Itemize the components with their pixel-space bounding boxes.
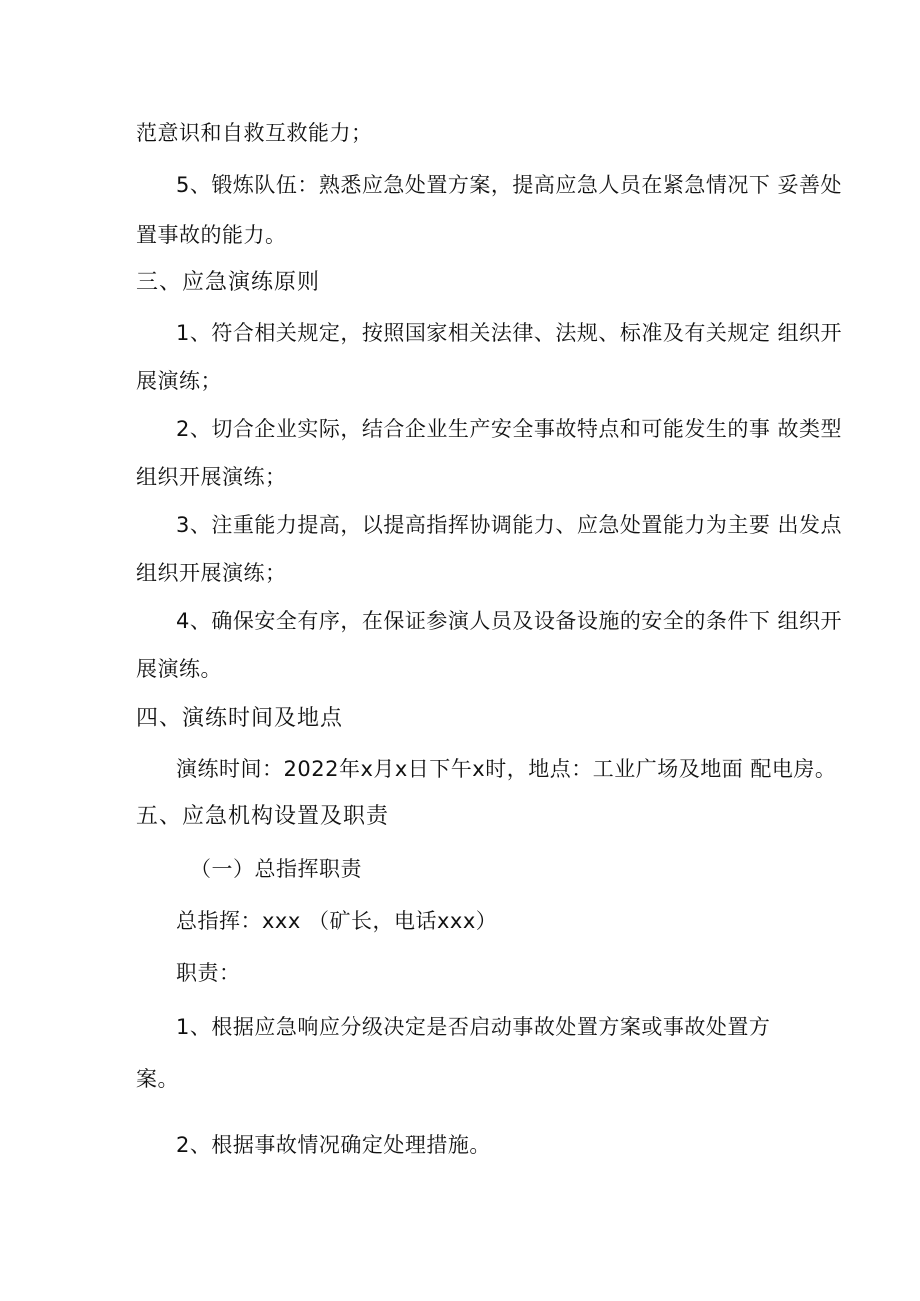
paragraph-line: 案。 <box>136 1067 179 1091</box>
paragraph-line: 1、符合相关规定，按照国家相关法律、法规、标准及有关规定 组织开 <box>176 321 843 345</box>
paragraph-line: 3、注重能力提高，以提高指挥协调能力、应急处置能力为主要 出发点 <box>176 513 843 537</box>
paragraph-line: 5、锻炼队伍：熟悉应急处置方案，提高应急人员在紧急情况下 妥善处 <box>176 173 843 197</box>
section-heading: 三、应急演练原则 <box>136 270 321 295</box>
paragraph-line: 2、切合企业实际，结合企业生产安全事故特点和可能发生的事 故类型 <box>176 417 843 441</box>
paragraph-line: 4、确保安全有序，在保证参演人员及设备设施的安全的条件下 组织开 <box>176 609 843 633</box>
paragraph-line: 职责： <box>176 961 241 985</box>
section-heading: 四、演练时间及地点 <box>136 706 344 731</box>
paragraph-line: 演练时间：2022年x月x日下午x时，地点：工业广场及地面 配电房。 <box>176 757 837 781</box>
paragraph-line: 展演练； <box>136 369 222 393</box>
subsection-heading: （一）总指挥职责 <box>190 857 362 881</box>
paragraph-line: 置事故的能力。 <box>136 223 287 247</box>
paragraph-line: 组织开展演练； <box>136 561 287 585</box>
section-heading: 五、应急机构设置及职责 <box>136 804 390 829</box>
paragraph-line: 范意识和自救互救能力； <box>136 121 373 145</box>
paragraph-line: 1、根据应急响应分级决定是否启动事故处置方案或事故处置方 <box>176 1015 771 1039</box>
paragraph-line: 组织开展演练； <box>136 465 287 489</box>
paragraph-line: 展演练。 <box>136 657 222 681</box>
paragraph-line: 总指挥：xxx （矿长，电话xxx） <box>176 909 498 933</box>
paragraph-line: 2、根据事故情况确定处理措施。 <box>176 1133 491 1157</box>
